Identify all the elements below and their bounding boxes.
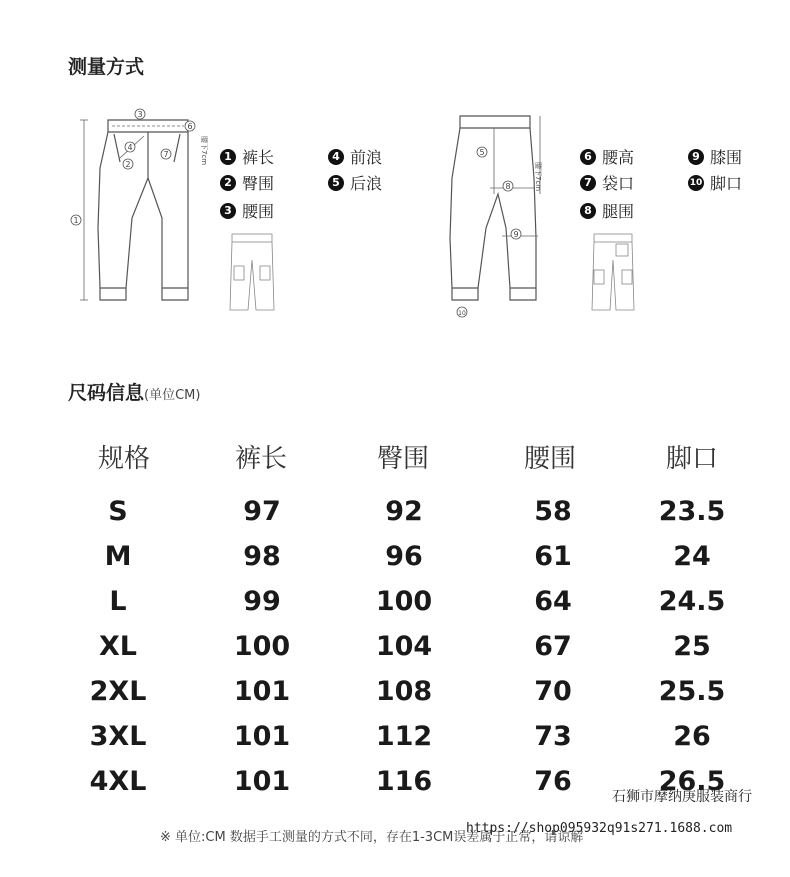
legend-label: 后浪 [350,174,383,193]
legend-number: 6 [580,149,596,165]
legend-number: 2 [220,175,236,191]
legend-number: 9 [688,149,704,165]
svg-text:6: 6 [187,122,193,131]
back-pants-diagram [440,108,590,318]
table-header: 裤长 [234,444,288,474]
legend-number: 4 [328,149,344,165]
svg-text:10: 10 [458,310,466,317]
legend-number: 10 [688,175,704,191]
legend-label: 臀围 [242,174,275,193]
table-cell: 92 [385,496,423,527]
size-unit: (单位CM) [144,388,201,403]
svg-text:9: 9 [513,230,519,239]
size-title-text: 尺码信息 [68,382,145,404]
legend-item [328,145,382,168]
legend-label: 袋口 [602,174,635,193]
table-cell: 24.5 [658,586,726,617]
crotch-note-back: 腰下7cm [534,162,542,192]
legend-label: 膝围 [710,148,743,167]
table-cell: 101 [233,766,291,797]
table-cell: 2XL [89,676,147,707]
footnote: ※ 单位:CM 数据手工测量的方式不同，存在1-3CM误差属于正常，请谅解 [160,830,584,845]
table-cell: 112 [375,721,433,752]
table-cell: 67 [534,631,572,662]
table-cell: 26 [673,721,711,752]
legend-label: 腰围 [242,202,275,221]
svg-text:2: 2 [125,160,131,169]
legend-label: 腰高 [602,148,635,167]
table-cell: 58 [534,496,572,527]
legend-item [580,199,634,222]
table-cell: 99 [243,586,281,617]
size-title [68,378,200,405]
table-cell: 116 [375,766,433,797]
svg-text:3: 3 [137,110,143,119]
table-cell: 61 [534,541,572,572]
legend-item [220,199,274,222]
table-cell: L [109,586,127,617]
table-cell: XL [98,631,138,662]
shop-url-watermark: https://shop095932q91s271.1688.com [466,821,733,836]
legend-label: 前浪 [350,148,383,167]
svg-text:5: 5 [479,148,485,157]
legend-number: 1 [220,149,236,165]
legend-label: 腿围 [602,202,635,221]
table-cell: 100 [233,631,291,662]
table-header: 腰围 [523,444,577,474]
svg-text:4: 4 [127,143,133,152]
table-header: 脚口 [665,444,719,474]
crotch-note: 腰下7cm [200,136,208,166]
table-cell: 3XL [89,721,147,752]
table-cell: 26.5 [658,766,726,797]
shop-watermark: 石狮市摩纳庚服装商行 [612,789,752,805]
legend-item [688,145,742,168]
table-cell: 76 [534,766,572,797]
table-cell: 4XL [89,766,147,797]
table-cell: 73 [534,721,572,752]
table-cell: 104 [375,631,433,662]
legend-number: 7 [580,175,596,191]
back-detail-diagram [588,230,638,314]
legend-label: 裤长 [242,148,275,167]
table-cell: M [104,541,132,572]
table-cell: 101 [233,721,291,752]
table-cell: 108 [375,676,433,707]
legend-number: 3 [220,203,236,219]
legend-item [580,171,634,194]
legend-item [580,145,634,168]
table-cell: 24 [673,541,711,572]
table-header: 臀围 [376,444,430,474]
table-cell: 96 [385,541,423,572]
table-cell: S [108,496,128,527]
legend-number: 8 [580,203,596,219]
legend-item [688,171,742,194]
legend-label: 脚口 [710,174,743,193]
table-cell: 70 [534,676,572,707]
table-cell: 25 [673,631,711,662]
table-header: 规格 [97,444,151,474]
legend-item [220,171,274,194]
table-cell: 101 [233,676,291,707]
table-cell: 25.5 [658,676,726,707]
svg-text:7: 7 [163,150,169,159]
table-cell: 64 [534,586,572,617]
legend-number: 5 [328,175,344,191]
table-cell: 100 [375,586,433,617]
legend-item [328,171,382,194]
front-detail-diagram [222,230,282,314]
legend-item [220,145,274,168]
table-cell: 98 [243,541,281,572]
table-cell: 97 [243,496,281,527]
front-pants-diagram [70,108,220,308]
table-cell: 23.5 [658,496,726,527]
svg-text:1: 1 [73,216,79,225]
measure-title: 测量方式 [68,56,145,78]
svg-text:8: 8 [505,182,511,191]
